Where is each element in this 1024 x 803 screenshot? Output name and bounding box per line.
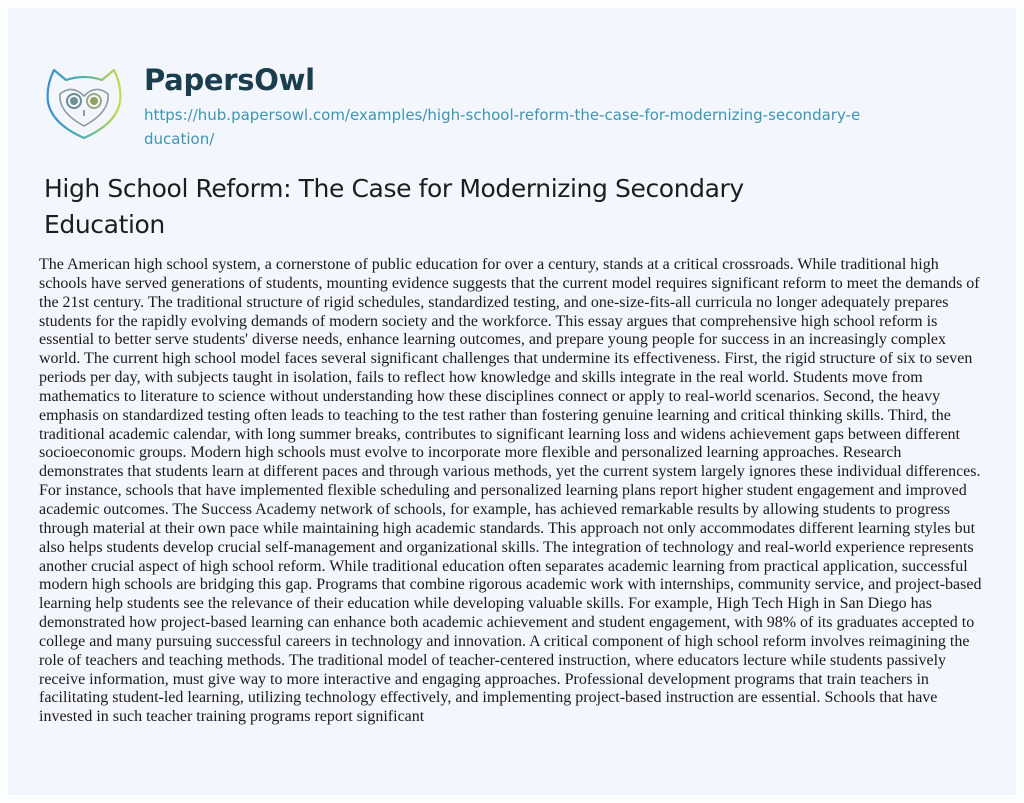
site-header: [44, 62, 944, 162]
document-title: High School Reform: The Case for Modernizing Secondary Education: [44, 174, 744, 239]
brand-name[interactable]: PapersOwl: [144, 63, 315, 97]
document-body: The American high school system, a cornerstone of public education for over a century, stands at a critical crossroads. While traditional high schools have served generations of students, mounting evidence suggests that the current model requires significant reform to meet the demands of the 21st century. The traditional structure of rigid schedules, standardized testing, and one-size-fits-all curricula no longer adequately prepares students for the rapidly evolving demands of modern society and the workforce. This essay argues that comprehensive high school reform is essential to better serve students' diverse needs, enhance learning outcomes, and prepare young people for success in an increasingly complex world. The current high school model faces several significant challenges that undermine its effectiveness. First, the rigid structure of six to seven periods per day, with subjects taught in isolation, fails to reflect how knowledge and skills integrate in the real world. Students move from mathematics to literature to science without understanding how these disciplines connect or apply to real-world scenarios. Second, the heavy emphasis on standardized testing often leads to teaching to the test rather than fostering genuine learning and critical thinking skills. Third, the traditional academic calendar, with long summer breaks, contributes to significant learning loss and widens achievement gaps between different socioeconomic groups. Modern high schools must evolve to incorporate more flexible and personalized learning approaches. Research demonstrates that students learn at different paces and through various methods, yet the current system largely ignores these individual differences. For instance, schools that have implemented flexible scheduling and personalized learning plans report higher student engagement and improved academic outcomes. The Success Academy network of schools, for example, has achieved remarkable results by allowing students to progress through material at their own pace while maintaining high academic standards. This approach not only accommodates different learning styles but also helps students develop crucial self-management and organizational skills. The integration of technology and real-world experience represents another crucial aspect of high school reform. While traditional education often separates academic learning from practical application, successful modern high schools are bridging this gap. Programs that combine rigorous academic work with internships, community service, and project-based learning help students see the relevance of their education while developing valuable skills. For example, High Tech High in San Diego has demonstrated how project-based learning can enhance both academic achievement and student engagement, with 98% of its graduates accepted to college and many pursuing successful careers in technology and innovation. A critical component of high school reform involves reimagining the role of teachers and teaching methods. The traditional model of teacher-centered instruction, where educators lecture while students passively receive information, must give way to more interactive and engaging approaches. Professional development programs that train teachers in facilitating student-led learning, utilizing technology effectively, and implementing project-based instruction are essential. Schools that have invested in such teacher training programs report significant: [39, 256, 982, 726]
source-url-link[interactable]: https://hub.papersowl.com/examples/high-school-reform-the-case-for-modernizing-secondary-education/: [144, 106, 861, 148]
owl-logo-icon[interactable]: [44, 66, 124, 142]
